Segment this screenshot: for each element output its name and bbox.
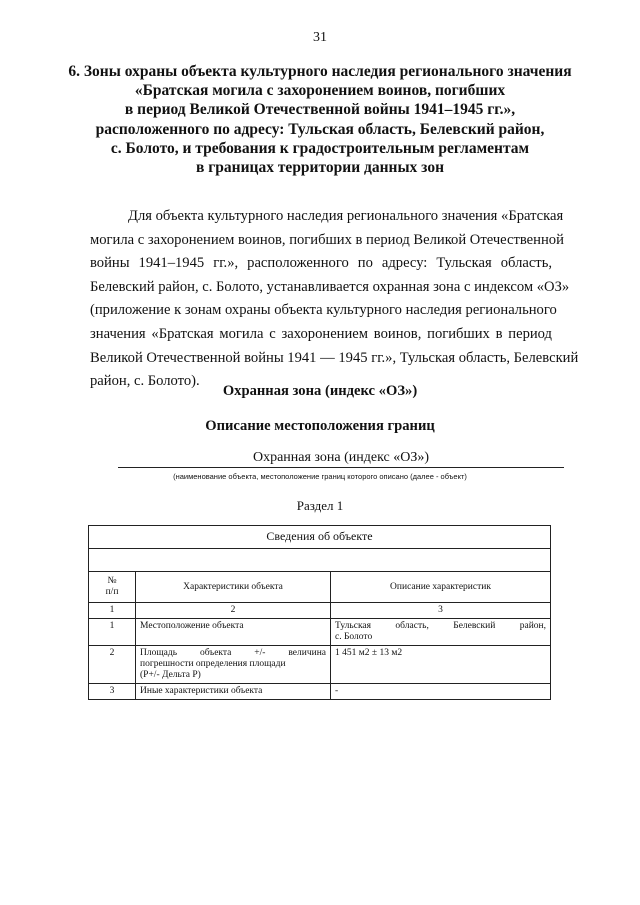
header-description: Описание характеристик [331, 572, 551, 603]
table-title: Сведения об объекте [89, 526, 551, 549]
row-description [331, 619, 551, 646]
row-num: 1 [89, 619, 136, 646]
row-description: - [331, 684, 551, 700]
heading-line: в границах территории данных зон [196, 159, 444, 177]
row-num: 2 [89, 646, 136, 684]
paragraph-line: Великой Отечественной войны 1941 — 1945 гг.», Тульская область, Белевский [90, 349, 579, 366]
paragraph-line: значения «Братская могила с захоронением воинов, погибших в период [90, 325, 552, 342]
header-num: № п/п [89, 572, 136, 603]
zone-title: Охранная зона (индекс «ОЗ») [222, 383, 418, 399]
row-characteristic: Местоположение объекта [136, 619, 331, 646]
zone-name-field: Охранная зона (индекс «ОЗ») [118, 450, 564, 468]
heading-line: 6. Зоны охраны объекта культурного наследия регионального значения [68, 63, 572, 80]
characteristic-line: погрешности определения площади [140, 659, 286, 669]
section-label: Раздел 1 [296, 498, 344, 513]
body-paragraph [90, 205, 579, 394]
heading-line: «Братская могила с захоронением воинов, погибших [134, 82, 506, 100]
paragraph-line: Белевский район, с. Болото, устанавливается охранная зона с индексом «ОЗ» [90, 278, 570, 295]
row-num: 3 [89, 684, 136, 700]
heading-line: расположенного по адресу: Тульская область, Белевский район, [95, 120, 545, 138]
heading-line: с. Болото, и требования к градостроительным регламентам [110, 139, 530, 157]
table-title-row [89, 526, 551, 549]
paragraph-line: район, с. Болото). [90, 373, 200, 390]
paragraph-line: (приложение к зонам охраны объекта культурного наследия регионального [90, 302, 557, 319]
table-spacer-row [89, 549, 551, 572]
paragraph-line: войны 1941–1945 гг.», расположенного по адресу: Тульская область, [90, 255, 552, 272]
boundaries-title: Описание местоположения границ [205, 418, 435, 434]
table-row [89, 684, 551, 700]
col-number: 1 [89, 603, 136, 619]
col-number: 3 [331, 603, 551, 619]
paragraph-line: могила с захоронением воинов, погибших в период Великой Отечественной [90, 231, 564, 248]
paragraph-line: Для объекта культурного наследия регионального значения «Братская [128, 208, 564, 224]
table-row [89, 619, 551, 646]
table-spacer-cell [89, 549, 551, 572]
table-row [89, 646, 551, 684]
table-col-number-row [89, 603, 551, 619]
heading-line: в период Великой Отечественной войны 1941–1945 гг.», [124, 101, 516, 119]
table-header-row [89, 572, 551, 603]
row-characteristic: Иные характеристики объекта [136, 684, 331, 700]
characteristic-line: (Р+/- Дельта Р) [140, 670, 201, 680]
page-number: 31 [313, 30, 327, 45]
description-line: Тульская область, Белевский район, [335, 621, 546, 631]
section-heading [60, 62, 580, 177]
object-info-table [88, 525, 551, 700]
description-line: с. Болото [335, 632, 373, 642]
zone-name-caption: (наименование объекта, местоположение границ которого описано (далее - объект) [173, 472, 467, 481]
col-number: 2 [136, 603, 331, 619]
characteristic-line: Площадь объекта +/- величина [140, 648, 326, 658]
row-characteristic [136, 646, 331, 684]
row-description: 1 451 м2 ± 13 м2 [331, 646, 551, 684]
header-characteristics: Характеристики объекта [136, 572, 331, 603]
